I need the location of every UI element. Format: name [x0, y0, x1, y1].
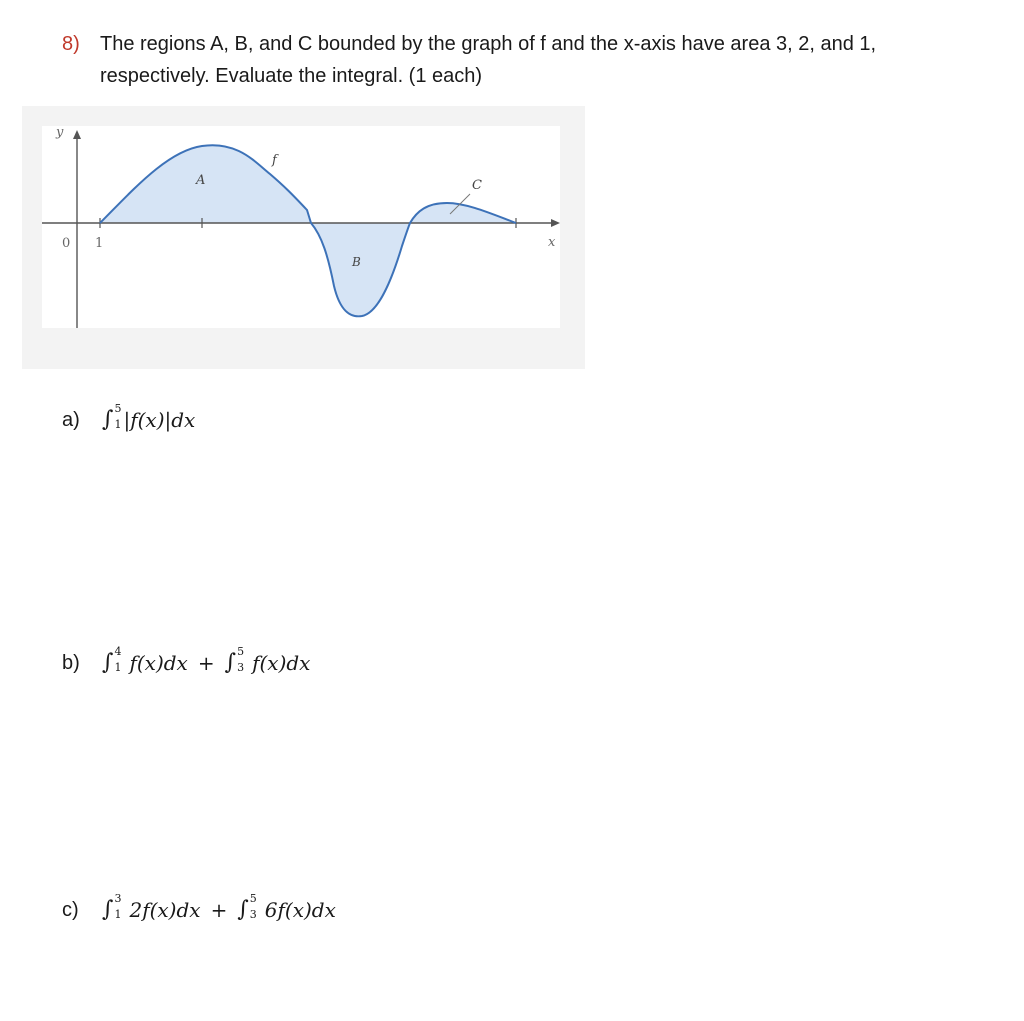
upper-limit: 5 [237, 645, 245, 658]
part-c-expression [102, 892, 336, 922]
region-c-label: C [472, 178, 482, 193]
curve-f-label: f [272, 153, 277, 168]
plus-sign: + [210, 898, 228, 922]
integral-sign: ∫ 5 3 [237, 892, 257, 922]
origin-label: 0 [62, 236, 71, 251]
upper-limit: 3 [114, 892, 122, 905]
question-number: 8) [62, 33, 80, 55]
upper-limit: 4 [114, 645, 122, 658]
integrand: f(x)dx [252, 651, 311, 675]
part-b [62, 645, 311, 675]
question-text: The regions A, B, and C bounded by the graph of f and the x-axis have area 3, 2, and 1, respectively. Evaluate the integral. (1 each) [100, 33, 877, 87]
integrand: 6f(x)dx [264, 898, 336, 922]
plus-sign: + [197, 651, 215, 675]
integral-sign: ∫ 3 1 [102, 892, 122, 922]
graph-svg [22, 106, 585, 369]
lower-limit: 1 [114, 418, 122, 431]
integral-sign: ∫ 5 3 [224, 645, 245, 675]
lower-limit: 1 [114, 661, 122, 674]
integral-sign: ∫ 4 1 [102, 645, 122, 675]
integral-sign: ∫ 5 1 [102, 402, 122, 432]
lower-limit: 1 [114, 908, 122, 921]
y-axis-label: y [56, 125, 64, 140]
region-a-label: A [196, 173, 206, 188]
lower-limit: 3 [249, 908, 257, 921]
graph-panel [42, 126, 560, 328]
tick-one-label: 1 [95, 236, 104, 251]
part-c [62, 892, 336, 922]
graph-figure [22, 106, 585, 369]
upper-limit: 5 [114, 402, 122, 415]
region-b-label: B [352, 255, 361, 269]
part-b-label: b) [62, 651, 80, 674]
part-b-expression [102, 645, 311, 675]
x-axis-label: x [548, 235, 556, 250]
lower-limit: 3 [237, 661, 245, 674]
integrand: 2f(x)dx [129, 898, 201, 922]
part-a-label: a) [62, 408, 80, 431]
part-a [62, 402, 196, 432]
part-c-label: c) [62, 898, 79, 921]
upper-limit: 5 [249, 892, 257, 905]
integrand: f(x)dx [129, 651, 188, 675]
part-a-expression [102, 402, 196, 432]
integrand: |f(x)|dx [123, 408, 196, 432]
